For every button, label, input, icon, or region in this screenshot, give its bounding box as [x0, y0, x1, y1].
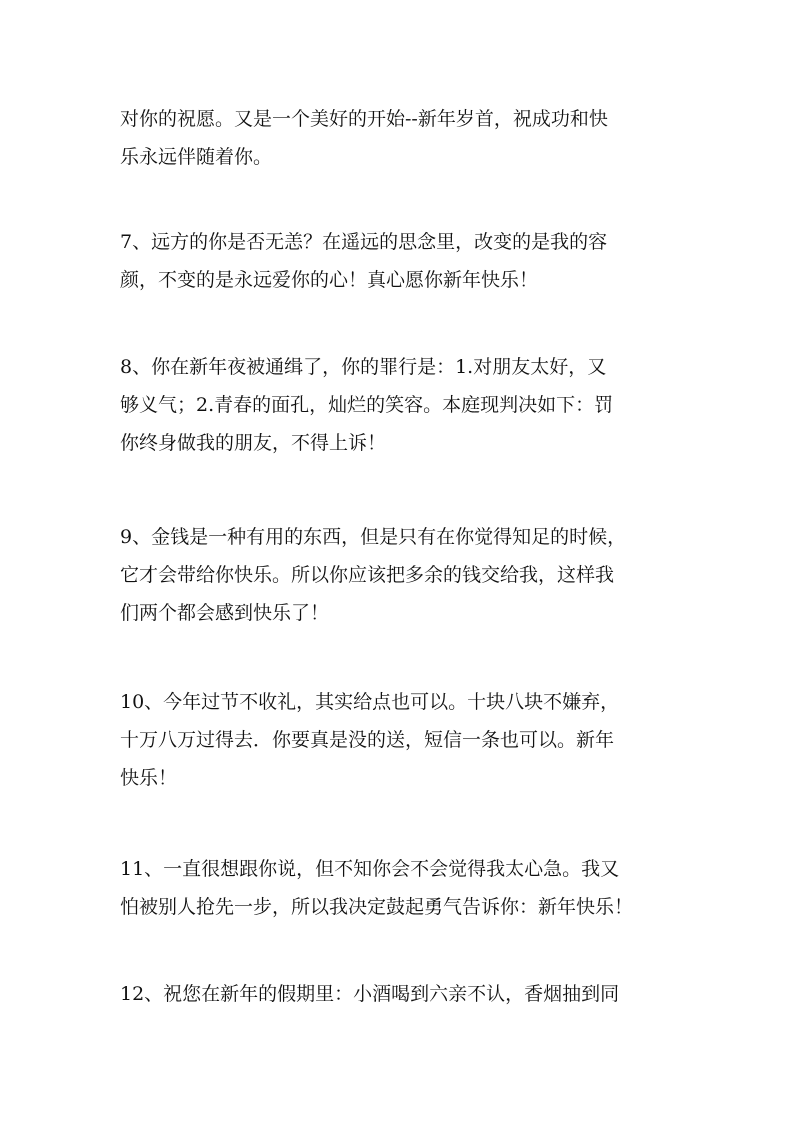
- text-line: 8、你在新年夜被通缉了，你的罪行是：1.对朋友太好，又: [120, 356, 607, 378]
- text-line: 12、祝您在新年的假期里：小酒喝到六亲不认，香烟抽到同: [120, 983, 620, 1005]
- text-line: 怕被别人抢先一步，所以我决定鼓起勇气告诉你：新年快乐！: [120, 896, 634, 918]
- text-line: 十万八万过得去．你要真是没的送，短信一条也可以。新年: [120, 729, 615, 751]
- text-line: 9、金钱是一种有用的东西，但是只有在你觉得知足的时候，: [120, 526, 627, 548]
- paragraph-item-7: [120, 223, 680, 299]
- text-line: 7、远方的你是否无恙？在遥远的思念里，改变的是我的容: [120, 231, 608, 253]
- text-line: 11、一直很想跟你说，但不知你会不会觉得我太心急。我又: [120, 858, 620, 880]
- text-line: 够义气；2.青春的面孔，灿烂的笑容。本庭现判决如下：罚: [120, 394, 614, 416]
- paragraph-item-8: [120, 348, 680, 462]
- paragraph-continuation: [120, 100, 680, 176]
- text-line: 快乐！: [120, 767, 178, 789]
- paragraph-item-12: [120, 975, 680, 1013]
- text-line: 乐永远伴随着你。: [120, 146, 273, 168]
- text-line: 它才会带给你快乐。所以你应该把多余的钱交给我，这样我: [120, 564, 615, 586]
- paragraph-item-9: [120, 518, 680, 632]
- text-line: 对你的祝愿。又是一个美好的开始--新年岁首，祝成功和快: [120, 108, 608, 130]
- text-line: 颜，不变的是永远爱你的心！真心愿你新年快乐！: [120, 269, 539, 291]
- paragraph-item-11: [120, 850, 680, 926]
- paragraph-item-10: [120, 683, 680, 797]
- text-line: 们两个都会感到快乐了！: [120, 602, 330, 624]
- text-line: 10、今年过节不收礼，其实给点也可以。十块八块不嫌弃，: [120, 691, 620, 713]
- text-line: 你终身做我的朋友，不得上诉！: [120, 432, 387, 454]
